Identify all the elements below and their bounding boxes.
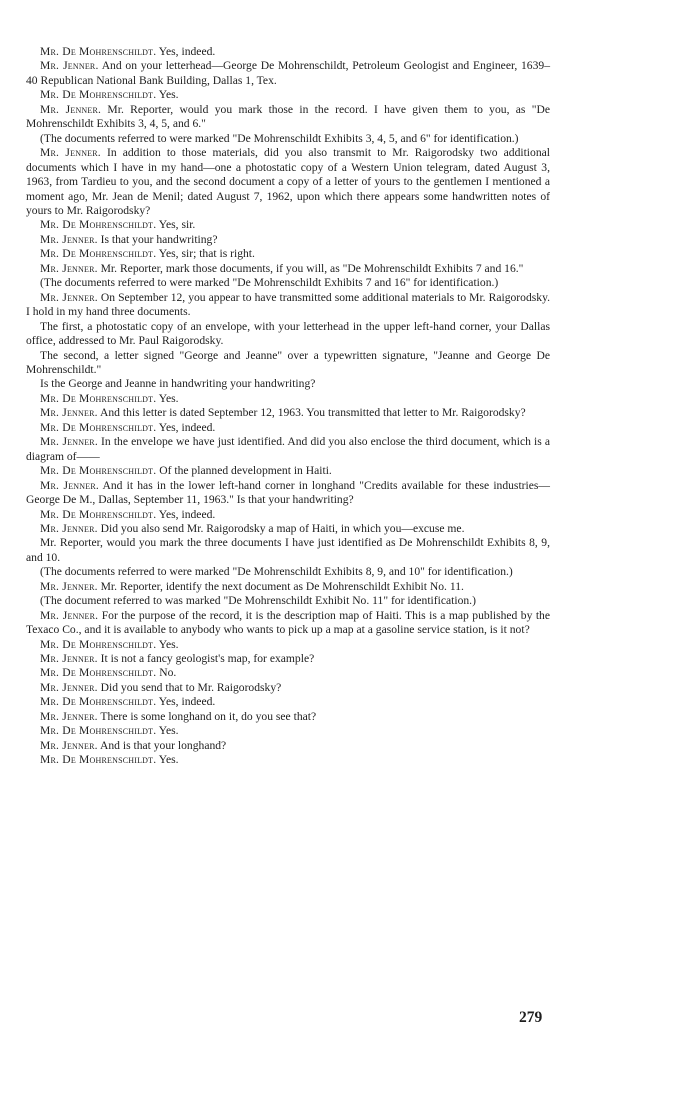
paragraph-text: Of the planned development in Haiti.: [156, 464, 332, 478]
paragraph-text: Yes.: [156, 724, 179, 738]
paragraph-text: Yes, sir; that is right.: [156, 247, 255, 261]
paragraph-text: Yes, indeed.: [156, 45, 216, 58]
paragraph-text: Yes, sir.: [156, 218, 196, 232]
transcript-paragraph: [26, 666, 550, 680]
paragraph-text: In addition to those materials, did you also transmit to Mr. Raigorodsky two additional documents which I have in my hand—one a photostatic copy of a Western Union telegram, dated August 3, 1963, from Tardieu to you, and the second document a copy of a letter of yours to the gentlemen I mentioned a moment ago, Mr. Jean de Menil; dated August 7, 1962, upon which there appears some handwritten notes of yours to Mr. Raigorodsky?: [26, 146, 550, 217]
transcript-paragraph: [26, 349, 550, 378]
transcript-paragraph: [26, 435, 550, 464]
speaker-name: Mr. De Mohrenschildt.: [40, 464, 157, 478]
paragraph-text: The second, a letter signed "George and Jeanne" over a typewritten signature, "Jeanne and George De Mohrenschildt.": [26, 348, 550, 376]
speaker-name: Mr. De Mohrenschildt.: [40, 637, 157, 651]
transcript-paragraph: [26, 406, 550, 420]
speaker-name: Mr. Jenner.: [40, 579, 98, 593]
transcript-paragraph: [26, 392, 550, 406]
paragraph-text: Yes.: [156, 753, 179, 767]
speaker-name: Mr. De Mohrenschildt.: [40, 88, 157, 102]
paragraph-text: Did you also send Mr. Raigorodsky a map of Haiti, in which you—excuse me.: [97, 521, 465, 535]
transcript-paragraph: [26, 508, 550, 522]
paragraph-text: (The documents referred to were marked "De Mohrenschildt Exhibits 8, 9, and 10" for identification.): [40, 565, 513, 579]
transcript-paragraph: [26, 377, 550, 391]
speaker-name: Mr. Jenner.: [40, 521, 98, 535]
transcript-paragraph: [26, 291, 550, 320]
speaker-name: Mr. Jenner.: [40, 59, 99, 73]
transcript-paragraph: [26, 739, 550, 753]
speaker-name: Mr. Jenner.: [40, 146, 101, 160]
transcript-paragraph: [26, 320, 550, 349]
transcript-paragraph: [26, 710, 550, 724]
transcript-paragraph: [26, 45, 550, 59]
speaker-name: Mr. De Mohrenschildt.: [40, 695, 157, 709]
transcript-paragraph: [26, 276, 550, 290]
speaker-name: Mr. Jenner.: [40, 478, 99, 492]
page-number: 279: [519, 1009, 543, 1026]
speaker-name: Mr. Jenner.: [40, 406, 98, 420]
speaker-name: Mr. Jenner.: [40, 608, 99, 622]
paragraph-text: Did you send that to Mr. Raigorodsky?: [97, 680, 282, 694]
paragraph-text: Yes.: [156, 391, 179, 405]
speaker-name: Mr. Jenner.: [40, 232, 98, 246]
speaker-name: Mr. De Mohrenschildt.: [40, 507, 157, 521]
paragraph-text: (The document referred to was marked "De Mohrenschildt Exhibit No. 11" for identification.): [40, 594, 476, 608]
speaker-name: Mr. De Mohrenschildt.: [40, 753, 157, 767]
transcript-body: [26, 45, 550, 768]
paragraph-text: Yes.: [156, 88, 179, 102]
transcript-paragraph: [26, 247, 550, 261]
transcript-paragraph: [26, 580, 550, 594]
paragraph-text: It is not a fancy geologist's map, for example?: [97, 652, 315, 666]
paragraph-text: Is the George and Jeanne in handwriting your handwriting?: [40, 377, 316, 391]
transcript-paragraph: [26, 609, 550, 638]
paragraph-text: Yes, indeed.: [156, 695, 216, 709]
paragraph-text: The first, a photostatic copy of an envelope, with your letterhead in the upper left-hand corner, your Dallas office, addressed to Mr. Paul Raigorodsky.: [26, 319, 550, 348]
paragraph-text: On September 12, you appear to have transmitted some additional materials to Mr. Raigorodsky. I hold in my hand three documents.: [26, 290, 551, 319]
speaker-name: Mr. Jenner.: [40, 738, 98, 752]
speaker-name: Mr. De Mohrenschildt.: [40, 724, 157, 738]
paragraph-text: Is that your handwriting?: [97, 232, 218, 246]
transcript-paragraph: [26, 638, 550, 652]
paragraph-text: Mr. Reporter, would you mark the three documents I have just identified as De Mohrenschildt Exhibits 8, 9, and 10.: [26, 536, 550, 564]
transcript-paragraph: [26, 146, 550, 218]
paragraph-text: Mr. Reporter, mark those documents, if you will, as "De Mohrenschildt Exhibits 7 and 16.": [97, 261, 524, 275]
speaker-name: Mr. Jenner.: [40, 290, 98, 304]
transcript-paragraph: [26, 421, 550, 435]
speaker-name: Mr. De Mohrenschildt.: [40, 218, 157, 232]
speaker-name: Mr. Jenner.: [40, 680, 98, 694]
paragraph-text: Mr. Reporter, would you mark those in the record. I have given them to you, as "De Mohrenschildt Exhibits 3, 4, 5, and 6.": [26, 102, 550, 131]
transcript-paragraph: [26, 565, 550, 579]
transcript-paragraph: [26, 103, 550, 132]
transcript-paragraph: [26, 652, 550, 666]
paragraph-text: For the purpose of the record, it is the description map of Haiti. This is a map published by the Texaco Co., and it is available to anybody who wants to pick up a map at a gasoline service station, is it not?: [26, 608, 550, 637]
transcript-paragraph: [26, 59, 550, 88]
speaker-name: Mr. Jenner.: [40, 709, 98, 723]
speaker-name: Mr. Jenner.: [40, 102, 102, 116]
paragraph-text: And is that your longhand?: [97, 738, 227, 752]
speaker-name: Mr. Jenner.: [40, 435, 98, 449]
transcript-paragraph: [26, 681, 550, 695]
paragraph-text: And it has in the lower left-hand corner in longhand "Credits available for these industries—George De M., Dallas, September 11, 1963." Is that your handwriting?: [26, 478, 550, 507]
speaker-name: Mr. Jenner.: [40, 652, 98, 666]
paragraph-text: There is some longhand on it, do you see that?: [97, 709, 317, 723]
transcript-paragraph: [26, 464, 550, 478]
speaker-name: Mr. De Mohrenschildt.: [40, 247, 157, 261]
transcript-paragraph: [26, 695, 550, 709]
speaker-name: Mr. De Mohrenschildt.: [40, 420, 157, 434]
speaker-name: Mr. De Mohrenschildt.: [40, 666, 157, 680]
transcript-paragraph: [26, 218, 550, 232]
paragraph-text: Mr. Reporter, identify the next document as De Mohrenschildt Exhibit No. 11.: [97, 579, 464, 593]
speaker-name: Mr. Jenner.: [40, 261, 98, 275]
paragraph-text: And this letter is dated September 12, 1963. You transmitted that letter to Mr. Raigorodsky?: [97, 406, 526, 420]
transcript-paragraph: [26, 479, 550, 508]
transcript-paragraph: [26, 88, 550, 102]
paragraph-text: In the envelope we have just identified. And did you also enclose the third document, which is a diagram of——: [26, 435, 550, 463]
transcript-paragraph: [26, 522, 550, 536]
transcript-paragraph: [26, 233, 550, 247]
paragraph-text: And on your letterhead—George De Mohrenschildt, Petroleum Geologist and Engineer, 1639–40 Republican National Bank Building, Dallas 1, Tex.: [26, 59, 550, 87]
transcript-paragraph: [26, 132, 550, 146]
transcript-paragraph: [26, 724, 550, 738]
paragraph-text: No.: [156, 666, 177, 680]
transcript-paragraph: [26, 262, 550, 276]
transcript-paragraph: [26, 536, 550, 565]
paragraph-text: Yes, indeed.: [156, 507, 216, 521]
paragraph-text: (The documents referred to were marked "De Mohrenschildt Exhibits 7 and 16" for identification.): [40, 276, 499, 290]
paragraph-text: (The documents referred to were marked "De Mohrenschildt Exhibits 3, 4, 5, and 6" for identification.): [40, 131, 519, 145]
paragraph-text: Yes.: [156, 637, 179, 651]
speaker-name: Mr. De Mohrenschildt.: [40, 45, 157, 58]
speaker-name: Mr. De Mohrenschildt.: [40, 391, 157, 405]
transcript-paragraph: [26, 753, 550, 767]
paragraph-text: Yes, indeed.: [156, 420, 216, 434]
transcript-paragraph: [26, 594, 550, 608]
